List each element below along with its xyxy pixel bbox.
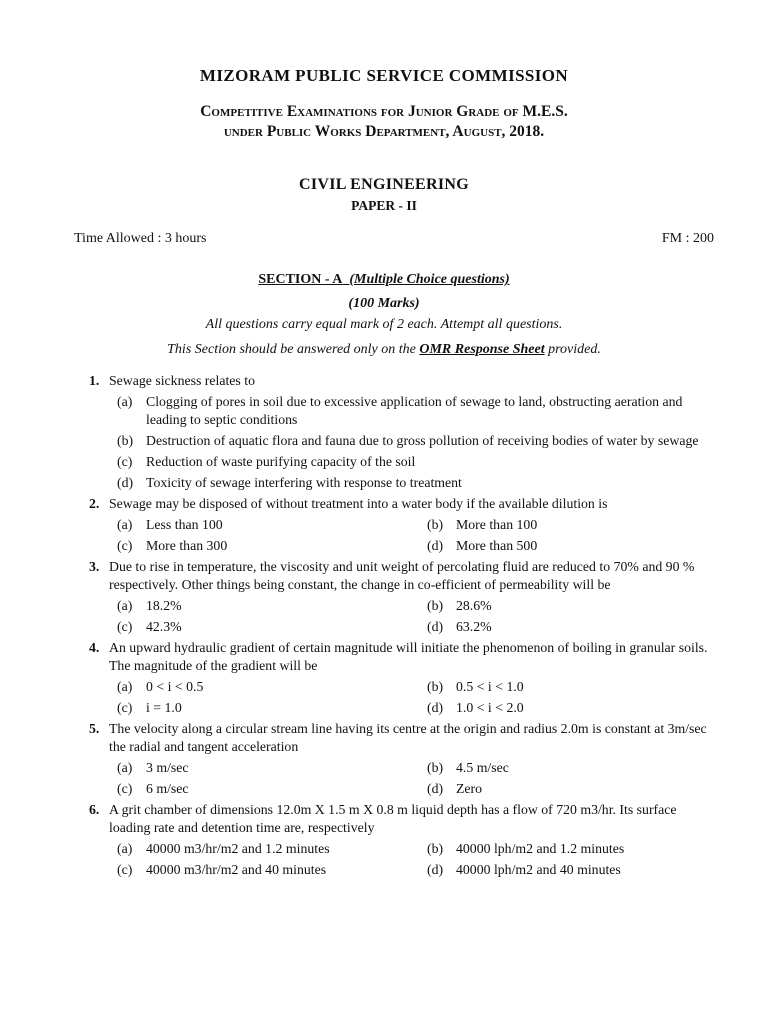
option-text: 40000 lph/m2 and 1.2 minutes [456, 841, 625, 856]
option-label: (c) [117, 700, 133, 715]
option-label: (a) [117, 679, 133, 694]
section-marks: (100 Marks) [348, 296, 420, 311]
option-a [109, 597, 419, 615]
question-text: Sewage sickness relates to [109, 373, 255, 388]
option-text: More than 100 [456, 517, 538, 532]
commission-title: MIZORAM PUBLIC SERVICE COMMISSION [199, 66, 569, 85]
option-d [419, 537, 719, 555]
option-text: 18.2% [146, 598, 182, 613]
option-a [109, 393, 716, 429]
option-label: (b) [117, 433, 134, 448]
paper-number: PAPER - II [351, 198, 417, 213]
question-number: 2. [89, 496, 100, 511]
option-text: 40000 m3/hr/m2 and 40 minutes [146, 862, 327, 877]
option-label: (c) [117, 619, 133, 634]
question-text: Due to rise in temperature, the viscosity and unit weight of percolating fluid are reduced to 70% and 90 % respectively. Other things being constant, the change in co-efficient of permeability will be [109, 559, 695, 592]
option-label: (c) [117, 781, 133, 796]
instruction-text: This Section should be answered only on the [167, 342, 420, 357]
option-d [419, 861, 719, 879]
full-marks: FM : 200 [661, 231, 714, 246]
exam-meta [74, 231, 714, 247]
option-text: More than 500 [456, 538, 538, 553]
question-number: 6. [89, 802, 100, 817]
option-a [109, 516, 419, 534]
option-d [419, 699, 719, 717]
option-label: (c) [117, 862, 133, 877]
option-d [419, 780, 719, 798]
option-grid [109, 516, 716, 555]
question-4 [86, 639, 716, 717]
option-text: 40000 m3/hr/m2 and 1.2 minutes [146, 841, 330, 856]
option-text: Zero [456, 781, 483, 796]
option-label: (d) [427, 781, 444, 796]
section-instruction-2 [0, 342, 768, 358]
section-subtitle: (Multiple Choice questions) [349, 272, 510, 287]
option-d [419, 618, 719, 636]
option-a [109, 678, 419, 696]
option-label: (d) [427, 619, 444, 634]
option-c [109, 861, 419, 879]
question-5 [86, 720, 716, 798]
option-text: i = 1.0 [146, 700, 182, 715]
option-c [109, 618, 419, 636]
option-b [109, 432, 716, 450]
option-text: 3 m/sec [146, 760, 189, 775]
option-text: 63.2% [456, 619, 492, 634]
question-list [86, 372, 716, 882]
option-text: Clogging of pores in soil due to excessive application of sewage to land, obstructing aeration and leading to septic conditions [146, 394, 683, 427]
option-label: (a) [117, 517, 133, 532]
option-c [109, 699, 419, 717]
option-label: (c) [117, 538, 133, 553]
option-b [419, 840, 719, 858]
option-b [419, 678, 719, 696]
option-label: (d) [427, 700, 444, 715]
option-label: (b) [427, 760, 444, 775]
option-label: (b) [427, 679, 444, 694]
exam-title-line2: under Public Works Department, August, 2018. [223, 123, 545, 140]
question-number: 1. [89, 373, 100, 388]
option-d [109, 474, 716, 492]
option-text: 6 m/sec [146, 781, 189, 796]
option-grid [109, 759, 716, 798]
time-allowed: Time Allowed : 3 hours [74, 231, 207, 246]
instruction-text-end: provided. [544, 342, 601, 357]
option-b [419, 516, 719, 534]
option-text: Toxicity of sewage interfering with response to treatment [146, 475, 462, 490]
section-instruction-1: All questions carry equal mark of 2 each. Attempt all questions. [205, 317, 563, 332]
question-text: An upward hydraulic gradient of certain magnitude will initiate the phenomenon of boiling in granular soils. The magnitude of the gradient will be [109, 640, 708, 673]
option-a [109, 840, 419, 858]
question-6 [86, 801, 716, 879]
option-grid [109, 597, 716, 636]
option-grid [109, 840, 716, 879]
option-a [109, 759, 419, 777]
question-3 [86, 558, 716, 636]
option-label: (a) [117, 598, 133, 613]
option-label: (d) [427, 862, 444, 877]
option-text: More than 300 [146, 538, 228, 553]
exam-title-line1: Competitive Examinations for Junior Grade of M.E.S. [200, 103, 568, 120]
section-name: SECTION - A [258, 272, 343, 287]
option-label: (a) [117, 760, 133, 775]
subject-title: CIVIL ENGINEERING [298, 176, 470, 193]
option-text: Destruction of aquatic flora and fauna due to gross pollution of receiving bodies of water by sewage [146, 433, 699, 448]
question-text: A grit chamber of dimensions 12.0m X 1.5 m X 0.8 m liquid depth has a flow of 720 m3/hr. Its surface loading rate and detention time are, respectively [109, 802, 677, 835]
option-text: 4.5 m/sec [456, 760, 509, 775]
question-text: The velocity along a circular stream line having its centre at the origin and radius 2.0m is constant at 3m/sec the radial and tangent acceleration [109, 721, 707, 754]
option-text: 0 < i < 0.5 [146, 679, 204, 694]
option-text: 42.3% [146, 619, 182, 634]
question-1 [86, 372, 716, 492]
option-text: Less than 100 [146, 517, 223, 532]
question-number: 3. [89, 559, 100, 574]
omr-sheet-emphasis: OMR Response Sheet [419, 342, 545, 357]
option-label: (d) [117, 475, 134, 490]
option-b [419, 759, 719, 777]
option-label: (a) [117, 394, 133, 409]
option-grid [109, 678, 716, 717]
option-label: (d) [427, 538, 444, 553]
option-text: 1.0 < i < 2.0 [456, 700, 524, 715]
question-number: 4. [89, 640, 100, 655]
option-label: (b) [427, 598, 444, 613]
question-text: Sewage may be disposed of without treatment into a water body if the available dilution is [109, 496, 608, 511]
option-c [109, 453, 716, 471]
option-b [419, 597, 719, 615]
option-text: 40000 lph/m2 and 40 minutes [456, 862, 621, 877]
option-text: Reduction of waste purifying capacity of the soil [146, 454, 416, 469]
question-number: 5. [89, 721, 100, 736]
option-text: 28.6% [456, 598, 492, 613]
section-title [0, 272, 768, 288]
option-label: (b) [427, 841, 444, 856]
question-2 [86, 495, 716, 555]
option-label: (b) [427, 517, 444, 532]
option-label: (a) [117, 841, 133, 856]
option-label: (c) [117, 454, 133, 469]
option-c [109, 780, 419, 798]
option-text: 0.5 < i < 1.0 [456, 679, 524, 694]
option-c [109, 537, 419, 555]
